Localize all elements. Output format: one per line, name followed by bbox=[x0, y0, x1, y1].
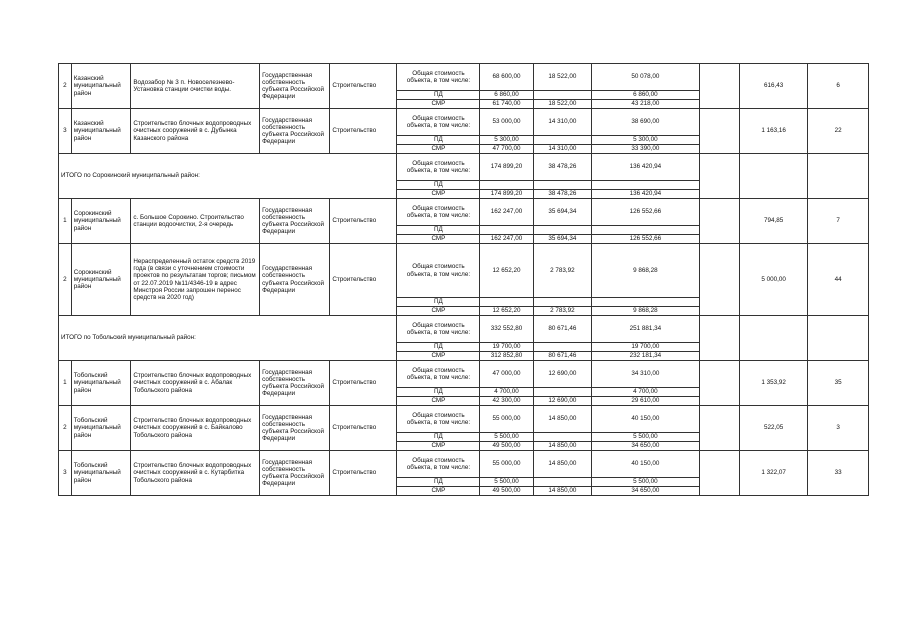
amount-total-cell: 42 300,00 bbox=[480, 397, 533, 406]
amount-total-cell: 312 852,80 bbox=[480, 352, 533, 361]
object-name-cell: Строительство блочных водопроводных очистных сооружений в с. Байкалово Тобольского района bbox=[131, 406, 260, 451]
cost-type-label: ПД bbox=[397, 226, 480, 235]
cost-type-label: Общая стоимость объекта, в том числе: bbox=[397, 109, 480, 136]
section-total-label: ИТОГО по Тобольский муниципальный район: bbox=[59, 316, 397, 361]
amount-total-cell: 5 300,00 bbox=[480, 136, 533, 145]
amount-regional-cell: 126 552,66 bbox=[592, 235, 700, 244]
ownership-cell: Государственная собственность субъекта Российской Федерации bbox=[260, 451, 330, 496]
amount-federal-cell: 80 671,46 bbox=[533, 352, 592, 361]
cost-type-label: ПД bbox=[397, 91, 480, 100]
cost-type-label: ПД bbox=[397, 388, 480, 397]
amount-federal-cell: 14 310,00 bbox=[533, 109, 592, 136]
amount-federal-cell: 12 690,00 bbox=[533, 397, 592, 406]
empty-cell bbox=[699, 361, 739, 406]
amount-federal-cell: 38 478,26 bbox=[533, 154, 592, 181]
amount-federal-cell bbox=[533, 226, 592, 235]
amount-regional-cell: 40 150,00 bbox=[592, 406, 700, 433]
count-cell: 44 bbox=[808, 244, 869, 316]
amount-federal-cell: 38 478,26 bbox=[533, 190, 592, 199]
amount-regional-cell: 19 700,00 bbox=[592, 343, 700, 352]
empty-cell bbox=[699, 109, 739, 154]
amount-regional-cell bbox=[592, 298, 700, 307]
count-cell bbox=[808, 316, 869, 361]
amount-federal-cell: 14 850,00 bbox=[533, 451, 592, 478]
count-cell: 6 bbox=[808, 64, 869, 109]
ownership-cell: Государственная собственность субъекта Российской Федерации bbox=[260, 64, 330, 109]
cost-type-label: ПД bbox=[397, 298, 480, 307]
amount-regional-cell: 29 610,00 bbox=[592, 397, 700, 406]
empty-cell bbox=[699, 244, 739, 316]
table-row bbox=[59, 64, 869, 91]
amount-total-cell: 174 899,20 bbox=[480, 154, 533, 181]
cost-type-label: СМР bbox=[397, 190, 480, 199]
amount-total-cell: 162 247,00 bbox=[480, 235, 533, 244]
amount-federal-cell: 35 694,34 bbox=[533, 235, 592, 244]
cost-type-label: СМР bbox=[397, 352, 480, 361]
cost-type-label: Общая стоимость объекта, в том числе: bbox=[397, 199, 480, 226]
cost-type-label: Общая стоимость объекта, в том числе: bbox=[397, 64, 480, 91]
amount-federal-cell: 12 690,00 bbox=[533, 361, 592, 388]
cost-type-label: Общая стоимость объекта, в том числе: bbox=[397, 154, 480, 181]
table-row bbox=[59, 109, 869, 136]
district-cell: Сорокинский муниципальный район bbox=[71, 244, 131, 316]
district-cell: Сорокинский муниципальный район bbox=[71, 199, 131, 244]
amount-regional-cell: 232 181,34 bbox=[592, 352, 700, 361]
amount-total-cell: 12 652,20 bbox=[480, 307, 533, 316]
amount-total-cell: 174 899,20 bbox=[480, 190, 533, 199]
district-cell: Казанский муниципальный район bbox=[71, 109, 131, 154]
cost-type-label: СМР bbox=[397, 235, 480, 244]
row-number: 1 bbox=[59, 361, 72, 406]
ownership-cell: Государственная собственность субъекта Российской Федерации bbox=[260, 199, 330, 244]
amount-federal-cell bbox=[533, 388, 592, 397]
amount-regional-cell: 34 650,00 bbox=[592, 442, 700, 451]
amount-regional-cell: 38 690,00 bbox=[592, 109, 700, 136]
amount-total-cell: 6 860,00 bbox=[480, 91, 533, 100]
ownership-cell: Государственная собственность субъекта Российской Федерации bbox=[260, 109, 330, 154]
district-cell: Тобольский муниципальный район bbox=[71, 406, 131, 451]
cost-type-label: ПД bbox=[397, 136, 480, 145]
amount-regional-cell: 9 868,28 bbox=[592, 244, 700, 298]
capacity-cell: 1 322,07 bbox=[740, 451, 808, 496]
amount-total-cell: 19 700,00 bbox=[480, 343, 533, 352]
amount-total-cell: 47 000,00 bbox=[480, 361, 533, 388]
table-row bbox=[59, 199, 869, 226]
amount-regional-cell: 43 218,00 bbox=[592, 100, 700, 109]
row-number: 2 bbox=[59, 406, 72, 451]
amount-total-cell: 55 000,00 bbox=[480, 451, 533, 478]
amount-regional-cell: 5 500,00 bbox=[592, 478, 700, 487]
amount-federal-cell bbox=[533, 91, 592, 100]
work-type-cell: Строительство bbox=[330, 244, 397, 316]
amount-federal-cell: 14 850,00 bbox=[533, 442, 592, 451]
cost-type-label: ПД bbox=[397, 478, 480, 487]
amount-total-cell bbox=[480, 181, 533, 190]
amount-federal-cell bbox=[533, 343, 592, 352]
amount-total-cell: 55 000,00 bbox=[480, 406, 533, 433]
amount-federal-cell bbox=[533, 298, 592, 307]
count-cell: 7 bbox=[808, 199, 869, 244]
amount-regional-cell: 40 150,00 bbox=[592, 451, 700, 478]
document-page bbox=[58, 63, 869, 496]
amount-regional-cell: 9 868,28 bbox=[592, 307, 700, 316]
empty-cell bbox=[699, 316, 739, 361]
cost-type-label: ПД bbox=[397, 181, 480, 190]
table-row bbox=[59, 154, 869, 181]
row-number: 2 bbox=[59, 244, 72, 316]
work-type-cell: Строительство bbox=[330, 406, 397, 451]
table-row bbox=[59, 244, 869, 298]
work-type-cell: Строительство bbox=[330, 199, 397, 244]
capacity-cell: 1 353,92 bbox=[740, 361, 808, 406]
amount-federal-cell bbox=[533, 433, 592, 442]
amount-regional-cell: 4 700,00 bbox=[592, 388, 700, 397]
district-cell: Тобольский муниципальный район bbox=[71, 451, 131, 496]
object-name-cell: Строительство блочных водопроводных очистных сооружений в с. Кутарбитка Тобольского района bbox=[131, 451, 260, 496]
empty-cell bbox=[699, 64, 739, 109]
table-row bbox=[59, 406, 869, 433]
amount-regional-cell: 34 650,00 bbox=[592, 487, 700, 496]
amount-total-cell: 5 500,00 bbox=[480, 433, 533, 442]
amount-total-cell: 5 500,00 bbox=[480, 478, 533, 487]
empty-cell bbox=[699, 451, 739, 496]
amount-regional-cell: 5 500,00 bbox=[592, 433, 700, 442]
row-number: 3 bbox=[59, 451, 72, 496]
amount-regional-cell: 136 420,94 bbox=[592, 190, 700, 199]
work-type-cell: Строительство bbox=[330, 361, 397, 406]
amount-federal-cell bbox=[533, 136, 592, 145]
amount-federal-cell: 2 783,92 bbox=[533, 307, 592, 316]
object-name-cell: Строительство блочных водопроводных очистных сооружений в с. Дубынка Казанского района bbox=[131, 109, 260, 154]
amount-federal-cell: 35 694,34 bbox=[533, 199, 592, 226]
object-name-cell: Строительство блочных водопроводных очистных сооружений в с. Абалак Тобольского района bbox=[131, 361, 260, 406]
cost-type-label: Общая стоимость объекта, в том числе: bbox=[397, 316, 480, 343]
capacity-cell: 794,85 bbox=[740, 199, 808, 244]
work-type-cell: Строительство bbox=[330, 64, 397, 109]
object-name-cell: Водозабор № 3 п. Новоселезнево-Установка станции очистки воды. bbox=[131, 64, 260, 109]
amount-federal-cell: 80 671,46 bbox=[533, 316, 592, 343]
amount-regional-cell bbox=[592, 226, 700, 235]
row-number: 3 bbox=[59, 109, 72, 154]
amount-federal-cell: 14 850,00 bbox=[533, 487, 592, 496]
amount-regional-cell: 50 078,00 bbox=[592, 64, 700, 91]
cost-type-label: Общая стоимость объекта, в том числе: bbox=[397, 361, 480, 388]
section-total-label: ИТОГО по Сорокинский муниципальный район: bbox=[59, 154, 397, 199]
amount-total-cell: 49 500,00 bbox=[480, 487, 533, 496]
table-row bbox=[59, 361, 869, 388]
row-number: 1 bbox=[59, 199, 72, 244]
work-type-cell: Строительство bbox=[330, 451, 397, 496]
amount-regional-cell bbox=[592, 181, 700, 190]
amount-total-cell: 4 700,00 bbox=[480, 388, 533, 397]
capacity-cell bbox=[740, 154, 808, 199]
amount-regional-cell: 251 881,34 bbox=[592, 316, 700, 343]
cost-type-label: СМР bbox=[397, 397, 480, 406]
count-cell: 33 bbox=[808, 451, 869, 496]
count-cell: 35 bbox=[808, 361, 869, 406]
amount-regional-cell: 34 310,00 bbox=[592, 361, 700, 388]
amount-federal-cell: 2 783,92 bbox=[533, 244, 592, 298]
amount-total-cell: 68 600,00 bbox=[480, 64, 533, 91]
capacity-cell: 1 163,16 bbox=[740, 109, 808, 154]
amount-federal-cell: 18 522,00 bbox=[533, 64, 592, 91]
amount-federal-cell bbox=[533, 478, 592, 487]
cost-type-label: Общая стоимость объекта, в том числе: bbox=[397, 451, 480, 478]
cost-type-label: ПД bbox=[397, 433, 480, 442]
capacity-cell bbox=[740, 316, 808, 361]
row-number: 2 bbox=[59, 64, 72, 109]
cost-type-label: СМР bbox=[397, 100, 480, 109]
count-cell: 3 bbox=[808, 406, 869, 451]
amount-total-cell: 49 500,00 bbox=[480, 442, 533, 451]
work-type-cell: Строительство bbox=[330, 109, 397, 154]
amount-total-cell: 61 740,00 bbox=[480, 100, 533, 109]
amount-regional-cell: 5 300,00 bbox=[592, 136, 700, 145]
amount-federal-cell: 18 522,00 bbox=[533, 100, 592, 109]
amount-total-cell: 53 000,00 bbox=[480, 109, 533, 136]
amount-regional-cell: 6 860,00 bbox=[592, 91, 700, 100]
capacity-cell: 5 000,00 bbox=[740, 244, 808, 316]
amount-total-cell bbox=[480, 226, 533, 235]
cost-type-label: СМР bbox=[397, 307, 480, 316]
object-name-cell: Нераспределенный остаток средств 2019 года (в связи с уточнением стоимости проектов по результатам торгов; письмом от 22.07.2019 №11/4346-19 в адрес Минстроя России запрошен перенос средств на 2020 год) bbox=[131, 244, 260, 316]
table-row bbox=[59, 316, 869, 343]
cost-type-label: СМР bbox=[397, 487, 480, 496]
amount-regional-cell: 126 552,66 bbox=[592, 199, 700, 226]
amount-federal-cell: 14 850,00 bbox=[533, 406, 592, 433]
amount-total-cell: 332 552,80 bbox=[480, 316, 533, 343]
object-name-cell: с. Большое Сорокино. Строительство станции водоочистки, 2-я очередь bbox=[131, 199, 260, 244]
cost-type-label: Общая стоимость объекта, в том числе: bbox=[397, 244, 480, 298]
amount-total-cell bbox=[480, 298, 533, 307]
cost-type-label: Общая стоимость объекта, в том числе: bbox=[397, 406, 480, 433]
district-cell: Казанский муниципальный район bbox=[71, 64, 131, 109]
table-row bbox=[59, 451, 869, 478]
empty-cell bbox=[699, 199, 739, 244]
district-cell: Тобольский муниципальный район bbox=[71, 361, 131, 406]
capacity-cell: 616,43 bbox=[740, 64, 808, 109]
cost-type-label: СМР bbox=[397, 145, 480, 154]
table-body bbox=[59, 64, 869, 496]
amount-regional-cell: 136 420,94 bbox=[592, 154, 700, 181]
amount-total-cell: 162 247,00 bbox=[480, 199, 533, 226]
cost-type-label: ПД bbox=[397, 343, 480, 352]
cost-type-label: СМР bbox=[397, 442, 480, 451]
ownership-cell: Государственная собственность субъекта Российской Федерации bbox=[260, 361, 330, 406]
capacity-cell: 522,05 bbox=[740, 406, 808, 451]
empty-cell bbox=[699, 406, 739, 451]
ownership-cell: Государственная собственность субъекта Российской Федерации bbox=[260, 406, 330, 451]
empty-cell bbox=[699, 154, 739, 199]
amount-total-cell: 47 700,00 bbox=[480, 145, 533, 154]
count-cell bbox=[808, 154, 869, 199]
investment-table bbox=[58, 63, 869, 496]
amount-regional-cell: 33 390,00 bbox=[592, 145, 700, 154]
amount-federal-cell bbox=[533, 181, 592, 190]
amount-total-cell: 12 652,20 bbox=[480, 244, 533, 298]
ownership-cell: Государственная собственность субъекта Российской Федерации bbox=[260, 244, 330, 316]
amount-federal-cell: 14 310,00 bbox=[533, 145, 592, 154]
count-cell: 22 bbox=[808, 109, 869, 154]
